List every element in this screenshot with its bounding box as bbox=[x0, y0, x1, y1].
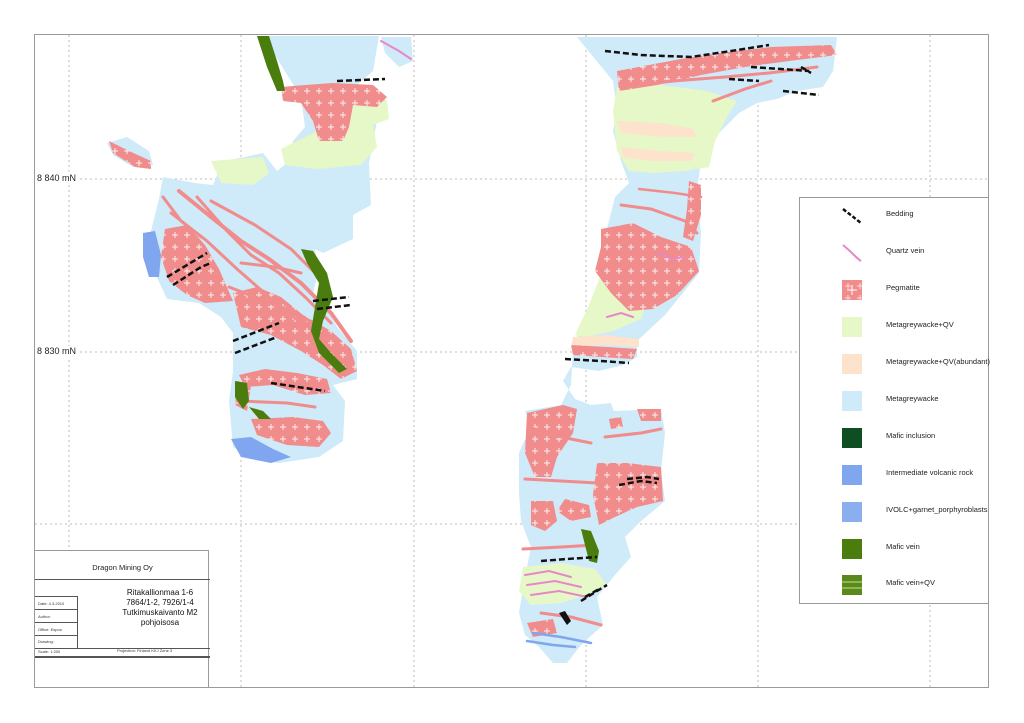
projection-field: Projection: Finland KKJ Zone 3 bbox=[117, 648, 173, 653]
divider bbox=[35, 635, 77, 636]
title-line: Tutkimuskaivanto M2 bbox=[122, 608, 198, 617]
title-line: Ritakallionmaa 1-6 bbox=[126, 588, 194, 597]
ivolc-garnet-swatch bbox=[842, 502, 862, 522]
bedding-icon bbox=[842, 206, 862, 226]
right-outcrop bbox=[381, 37, 837, 663]
legend-item-mafic-vein-qv bbox=[800, 570, 990, 600]
divider bbox=[35, 609, 77, 610]
author-field: Author: bbox=[38, 614, 51, 619]
metagreywacke-area bbox=[381, 37, 413, 67]
legend-label: Metagreywacke+QV(abundant) bbox=[886, 357, 991, 366]
legend-item-ivolc-garnet bbox=[800, 497, 990, 527]
metagreywacke-qv-swatch bbox=[842, 317, 862, 337]
map-title bbox=[110, 588, 210, 628]
divider bbox=[35, 596, 77, 597]
title-line: pohjoisosa bbox=[140, 618, 180, 627]
mafic-vein-qv-swatch bbox=[842, 575, 862, 595]
legend-label: Mafic inclusion bbox=[886, 431, 936, 440]
legend-label: Mafic vein bbox=[886, 542, 920, 551]
legend-item-metagreywacke-qv-abundant bbox=[800, 349, 990, 379]
northing-label: 8 830 mN bbox=[37, 346, 77, 356]
legend-label: Metagreywacke+QV bbox=[886, 320, 954, 329]
legend-label: Metagreywacke bbox=[886, 394, 939, 403]
legend-label: Pegmatite bbox=[886, 283, 920, 292]
office-field: Office: Espoo bbox=[38, 627, 62, 632]
northing-label: 8 840 mN bbox=[37, 173, 77, 183]
divider bbox=[35, 622, 77, 623]
quartz-vein-icon bbox=[842, 243, 862, 263]
title-block bbox=[34, 550, 209, 688]
divider bbox=[35, 579, 210, 580]
map-legend bbox=[799, 197, 989, 604]
date-field: Date: 4.3.2010 bbox=[38, 601, 65, 606]
legend-label: IVOLC+garnet_porphyroblasts bbox=[886, 505, 988, 514]
mafic-vein-swatch bbox=[842, 539, 862, 559]
legend-item-metagreywacke-qv bbox=[800, 312, 990, 342]
left-outcrop bbox=[107, 36, 413, 463]
mafic-inclusion-swatch bbox=[842, 428, 862, 448]
legend-label: Quartz vein bbox=[886, 246, 925, 255]
metagreywacke-swatch bbox=[842, 391, 862, 411]
divider bbox=[77, 596, 78, 648]
title-line: 7864/1-2, 7926/1-4 bbox=[126, 598, 194, 607]
legend-item-bedding bbox=[800, 201, 990, 231]
intermediate-volcanic-swatch bbox=[842, 465, 862, 485]
scale-field: Scale: 1:200 bbox=[38, 649, 61, 654]
legend-label: Bedding bbox=[886, 209, 914, 218]
divider bbox=[35, 656, 210, 658]
metagreywacke-qv-abundant-swatch bbox=[842, 354, 862, 374]
legend-item-metagreywacke bbox=[800, 386, 990, 416]
pegmatite-swatch bbox=[842, 280, 862, 300]
legend-item-mafic-inclusion bbox=[800, 423, 990, 453]
legend-item-pegmatite bbox=[800, 275, 990, 305]
drawing-field: Drawing: bbox=[38, 639, 54, 644]
legend-item-mafic-vein bbox=[800, 534, 990, 564]
legend-label: Mafic vein+QV bbox=[886, 578, 935, 587]
legend-label: Intermediate volcanic rock bbox=[886, 468, 974, 477]
legend-item-intermediate-volcanic bbox=[800, 460, 990, 490]
legend-item-quartz-vein bbox=[800, 238, 990, 268]
company-name: Dragon Mining Oy bbox=[92, 563, 153, 572]
